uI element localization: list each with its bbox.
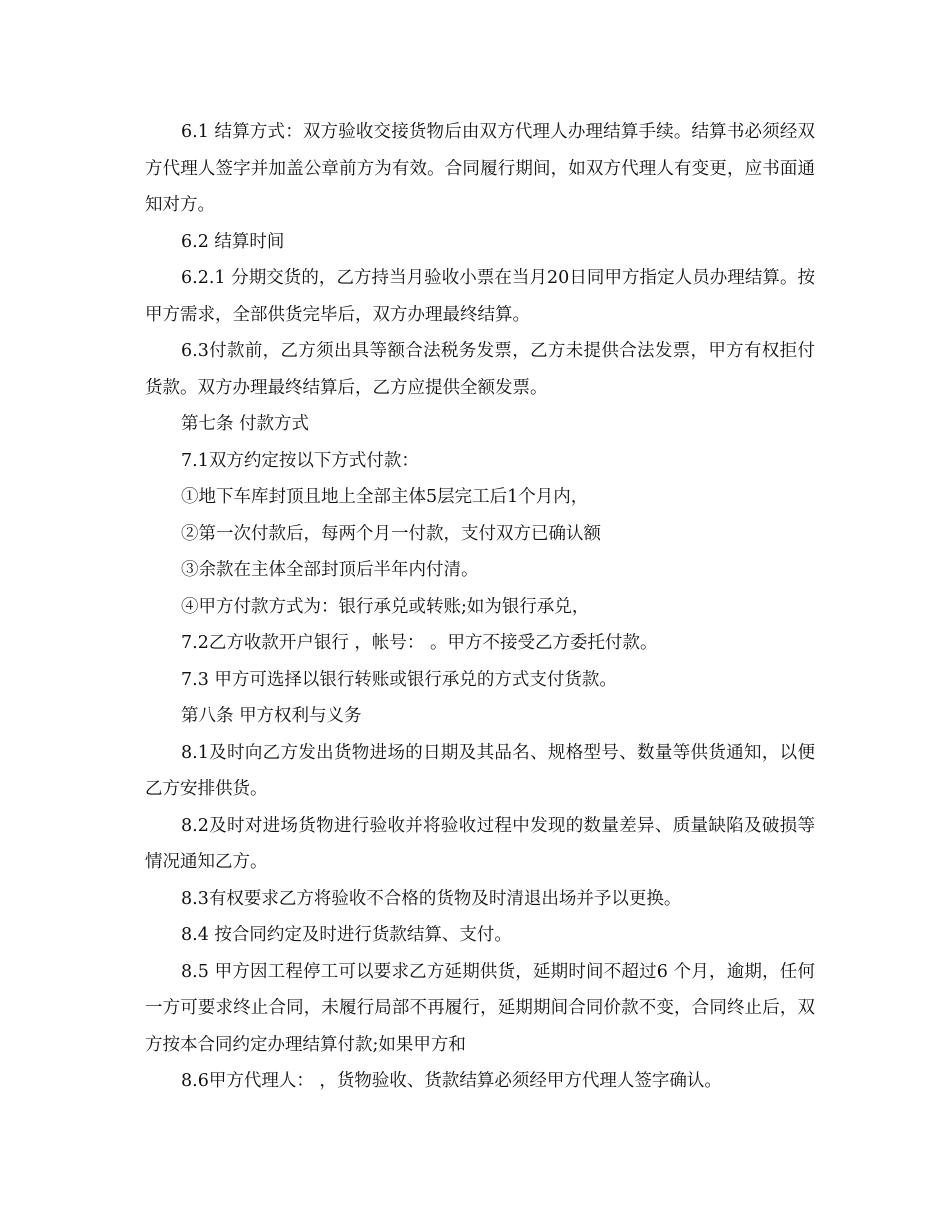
payment-item-3: ③余款在主体全部封顶后半年内付清。 [181,560,479,580]
clause-6-3: 6.3付款前，乙方须出具等额合法税务发票，乙方未提供合法发票，甲方有权拒付货款。双方办理最终结算后，乙方应提供全额发票。 [145,341,815,398]
clause-8-6: 8.6甲方代理人： ，货物验收、货款结算必须经甲方代理人签字确认。 [181,1071,722,1091]
payment-item-1: ①地下车库封顶且地上全部主体5层完工后1个月内， [181,487,589,507]
clause-6-2: 6.2 结算时间 [181,231,285,252]
clause-8-3: 8.3有权要求乙方将验收不合格的货物及时清退出场并予以更换。 [181,888,682,909]
payment-item-4: ④甲方付款方式为：银行承兑或转账;如为银行承兑， [181,596,590,617]
clause-7-3: 7.3 甲方可选择以银行转账或银行承兑的方式支付货款。 [181,669,617,690]
article-7-heading: 第七条 付款方式 [181,414,310,434]
payment-item-2: ②第一次付款后，每两个月一付款，支付双方已确认额 [181,523,601,544]
clause-6-2-1: 6.2.1 分期交货的，乙方持当月验收小票在当月20日同甲方指定人员办理结算。按甲方需求，全部供货完毕后，双方办理最终结算。 [145,268,815,325]
clause-6-1: 6.1 结算方式：双方验收交接货物后由双方代理人办理结算手续。结算书必须经双方代理人签字并加盖公章前方为有效。合同履行期间，如双方代理人有变更，应书面通知对方。 [145,122,815,215]
document-body [145,114,815,1100]
clause-8-2: 8.2及时对进场货物进行验收并将验收过程中发现的数量差异、质量缺陷及破损等情况通知乙方。 [145,815,815,872]
clause-8-1: 8.1及时向乙方发出货物进场的日期及其品名、规格型号、数量等供货通知，以便乙方安排供货。 [145,742,815,799]
article-8-heading: 第八条 甲方权利与义务 [181,706,362,726]
clause-7-2: 7.2乙方收款开户银行 ，帐号： 。甲方不接受乙方委托付款。 [181,633,658,653]
clause-8-5: 8.5 甲方因工程停工可以要求乙方延期供货，延期时间不超过6 个月，逾期，任何一方可要求终止合同，未履行局部不再履行，延期期间合同价款不变，合同终止后，双方按本合同约定办理结算付款;如果甲方和 [145,961,815,1055]
clause-7-1: 7.1双方约定按以下方式付款： [181,450,419,471]
clause-8-4: 8.4 按合同约定及时进行货款结算、支付。 [181,925,512,945]
